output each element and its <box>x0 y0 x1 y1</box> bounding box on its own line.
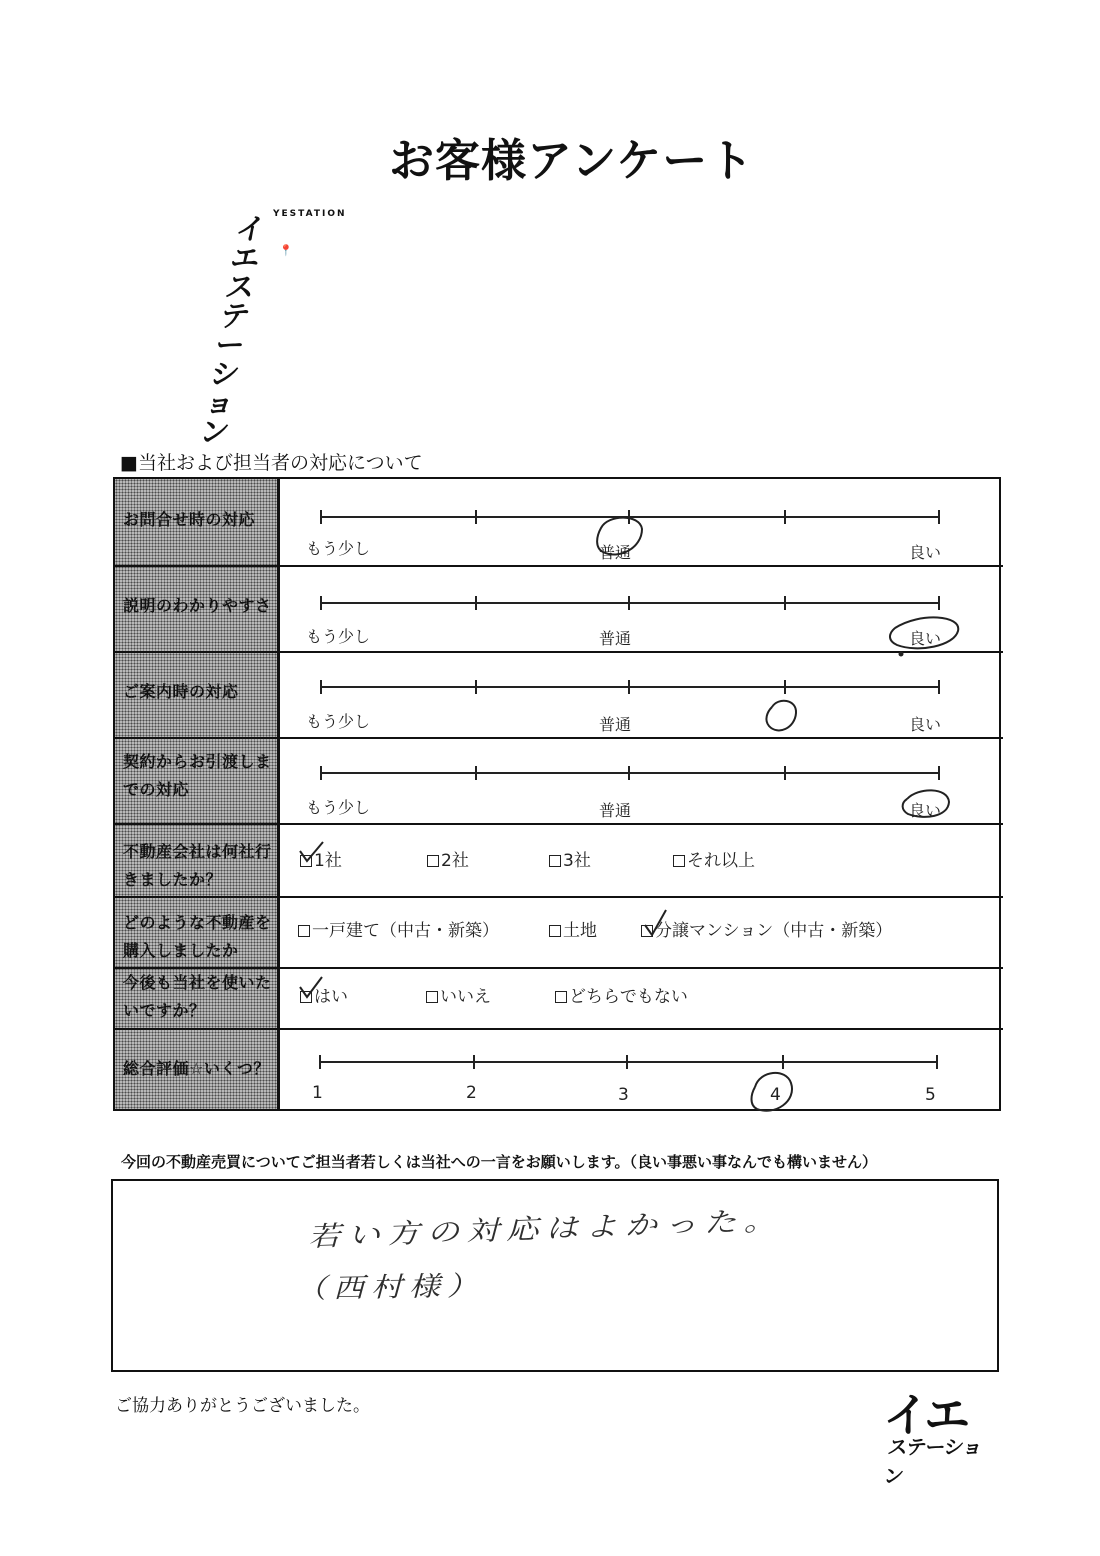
scale-tick <box>938 680 940 694</box>
scale-tick <box>626 1055 628 1069</box>
section-heading: ■当社および担当者の対応について <box>120 452 423 474</box>
question-label: 不動産会社は何社行きましたか？ <box>123 842 272 889</box>
option-label: 1社 <box>314 851 342 871</box>
reuse-option-neither[interactable] <box>555 982 688 1007</box>
scale-low-label: もう少し <box>306 798 371 817</box>
thank-you-message: ご協力ありがとうございました。 <box>115 1396 370 1416</box>
checkbox-icon <box>300 855 312 867</box>
rating-scale <box>320 602 940 604</box>
handwritten-line-1: 若い方の対応はよかった。 <box>307 1205 784 1253</box>
top-logo <box>109 104 347 449</box>
comment-prompt: 今回の不動産売買についてご担当者若しくは当社への一言をお願いします。（良い事悪い事なんでも構いません） <box>121 1153 878 1171</box>
property-option-house[interactable] <box>298 916 499 941</box>
option-label: 2社 <box>441 851 469 871</box>
comment-box[interactable] <box>111 1179 999 1372</box>
scale-tick <box>784 596 786 610</box>
scale-low-label: もう少し <box>306 539 371 558</box>
scale-tick <box>628 596 630 610</box>
option-label: いいえ <box>440 987 491 1007</box>
logo-main-text: イエステーション <box>197 212 267 449</box>
logo-small-text: YESTATION <box>273 209 347 219</box>
survey-table <box>113 477 1001 1111</box>
option-label: それ以上 <box>687 851 755 871</box>
scale-tick <box>936 1055 938 1069</box>
overall-number-5: 5 <box>925 1085 936 1105</box>
scale-mid-label: 普通 <box>599 543 632 562</box>
reuse-option-no[interactable] <box>426 982 491 1007</box>
scale-low-label: もう少し <box>306 627 371 646</box>
scale-high-label: 良い <box>909 543 942 562</box>
scale-tick <box>475 766 477 780</box>
question-label: お問合せ時の対応 <box>123 510 256 529</box>
scale-tick <box>784 766 786 780</box>
scale-tick <box>628 766 630 780</box>
row-divider <box>115 823 1003 825</box>
scale-tick <box>938 766 940 780</box>
page-title: お客様アンケート <box>389 134 755 187</box>
scale-tick <box>320 596 322 610</box>
row-divider <box>115 651 1003 653</box>
company-count-option-1[interactable] <box>300 846 342 871</box>
rating-scale <box>320 516 940 518</box>
scale-tick <box>473 1055 475 1069</box>
company-count-option-more[interactable] <box>673 846 755 871</box>
overall-rating-scale <box>319 1061 938 1063</box>
bottom-logo <box>882 1386 987 1488</box>
row-divider <box>115 896 1003 898</box>
option-label: 3社 <box>563 851 591 871</box>
option-label: はい <box>314 987 348 1007</box>
checkbox-icon <box>641 925 653 937</box>
checkbox-icon <box>555 991 567 1003</box>
overall-number-4: 4 <box>770 1085 781 1105</box>
handwritten-line-2: （西村様） <box>294 1270 486 1305</box>
scale-high-label: 良い <box>909 629 942 648</box>
scale-tick <box>320 510 322 524</box>
checkbox-icon <box>300 991 312 1003</box>
scale-tick <box>475 596 477 610</box>
checkbox-icon <box>426 991 438 1003</box>
scale-tick <box>782 1055 784 1069</box>
scale-tick <box>319 1055 321 1069</box>
bottom-logo-bottom-text: ステーション <box>882 1435 984 1488</box>
scale-mid-label: 普通 <box>599 629 632 648</box>
question-label: どのような不動産を購入しましたか <box>123 913 272 960</box>
scale-high-label: 良い <box>909 801 942 820</box>
checkbox-icon <box>549 855 561 867</box>
scale-tick <box>628 680 630 694</box>
row-divider <box>115 737 1003 739</box>
scale-mid-label: 普通 <box>599 801 632 820</box>
row-divider <box>115 565 1003 567</box>
checkbox-icon <box>298 925 310 937</box>
question-label: 説明のわかりやすさ <box>123 596 272 615</box>
scale-tick <box>938 596 940 610</box>
option-label: 土地 <box>563 921 597 941</box>
scale-low-label: もう少し <box>306 712 371 731</box>
property-option-land[interactable] <box>549 916 597 941</box>
scale-tick <box>320 680 322 694</box>
question-label: 総合評価☆いくつ？ <box>123 1059 270 1078</box>
question-label: 今後も当社を使いたいですか？ <box>123 973 272 1020</box>
question-label: 契約からお引渡しまでの対応 <box>123 752 272 799</box>
logo-mark-icon: 📍 <box>279 244 293 257</box>
scale-tick <box>938 510 940 524</box>
scale-tick <box>320 766 322 780</box>
scale-tick <box>784 680 786 694</box>
overall-number-3: 3 <box>618 1085 629 1105</box>
reuse-option-yes[interactable] <box>300 982 348 1007</box>
option-label: 一戸建て（中古・新築） <box>312 921 499 941</box>
checkbox-icon <box>673 855 685 867</box>
property-option-condo[interactable] <box>641 916 892 941</box>
company-count-option-3[interactable] <box>549 846 591 871</box>
overall-number-1: 1 <box>312 1083 323 1103</box>
scale-tick <box>475 510 477 524</box>
row-divider <box>115 1028 1003 1030</box>
scale-high-label: 良い <box>909 715 942 734</box>
question-label: ご案内時の対応 <box>123 682 239 701</box>
scale-tick <box>628 510 630 524</box>
company-count-option-2[interactable] <box>427 846 469 871</box>
rating-scale <box>320 772 940 774</box>
option-label: 分譲マンション（中古・新築） <box>655 921 893 941</box>
scale-tick <box>784 510 786 524</box>
rating-scale <box>320 686 940 688</box>
overall-number-2: 2 <box>466 1083 477 1103</box>
checkbox-icon <box>549 925 561 937</box>
checkbox-icon <box>427 855 439 867</box>
option-label: どちらでもない <box>569 987 688 1007</box>
bottom-logo-top-text: イエ <box>883 1388 968 1442</box>
scale-tick <box>475 680 477 694</box>
scale-mid-label: 普通 <box>599 715 632 734</box>
